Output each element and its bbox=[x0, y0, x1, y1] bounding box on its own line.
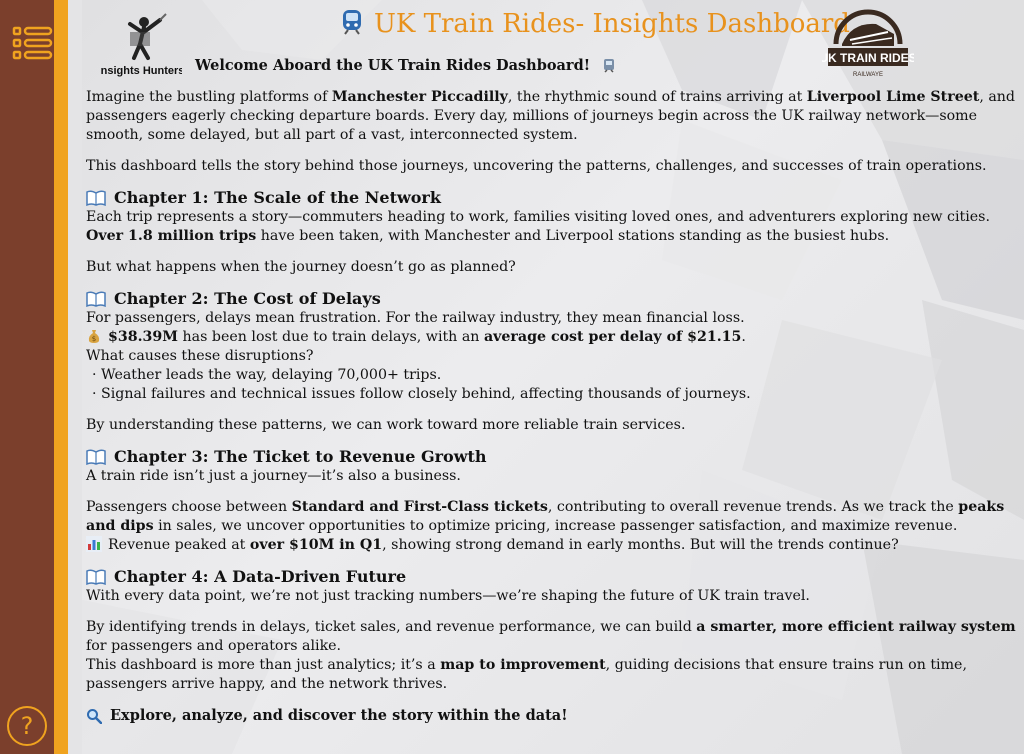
chapter-2-conclusion: By understanding these patterns, we can work toward more reliable train services. bbox=[86, 417, 686, 433]
intro-summary: This dashboard tells the story behind those journeys, uncovering the patterns, challenges, and successes of train operations. bbox=[86, 158, 987, 174]
title-text: UK Train Rides- Insights Dashboard bbox=[374, 9, 850, 39]
insights-hunters-logo bbox=[100, 10, 182, 80]
welcome-heading: Welcome Aboard the UK Train Rides Dashboard! bbox=[195, 57, 623, 74]
cause-bullet-weather: · Weather leads the way, delaying 70,000+ trips. bbox=[92, 367, 442, 383]
help-button[interactable]: ? bbox=[7, 706, 47, 746]
chapter-3-body: Passengers choose between Standard and First-Class tickets, contributing to overall revenue trends. As we track the peaks and dips in sales, we uncover opportunities to optimize pricing, increase passenger satisfaction, and maximize revenue. bbox=[86, 499, 1005, 534]
svg-text:UK TRAIN RIDES: UK TRAIN RIDES bbox=[822, 51, 914, 65]
svg-text:$: $ bbox=[91, 335, 97, 343]
cause-bullet-signal: · Signal failures and technical issues follow closely behind, affecting thousands of journeys. bbox=[92, 386, 751, 402]
chapter-3-revenue: Revenue peaked at over $10M in Q1, showing strong demand in early months. But will the trends continue? bbox=[86, 536, 1022, 555]
chapter-1-heading: Chapter 1: The Scale of the Network bbox=[86, 188, 1022, 208]
story-content bbox=[86, 88, 1022, 725]
svg-text:Insights Hunters: Insights Hunters bbox=[100, 65, 182, 77]
chapter-4-intro: With every data point, we’re not just tracking numbers—we’re shaping the future of UK train travel. bbox=[86, 588, 810, 604]
open-book-icon bbox=[86, 291, 106, 307]
menu-list-icon[interactable] bbox=[12, 26, 54, 62]
chapter-4-heading: Chapter 4: A Data-Driven Future bbox=[86, 567, 1022, 587]
chapter-1-body: Each trip represents a story—commuters heading to work, families visiting loved ones, and adventurers exploring new cities. Over 1.8 million trips have been taken, with Manchester and Liverpool stations standing as the busiest hubs. bbox=[86, 209, 990, 244]
chapter-3-intro: A train ride isn’t just a journey—it’s also a business. bbox=[86, 468, 461, 484]
train-icon bbox=[340, 8, 364, 36]
tram-icon bbox=[601, 57, 617, 73]
chapter-4-conclusion: This dashboard is more than just analytics; it’s a map to improvement, guiding decisions that ensure trains run on time, passengers arrive happy, and the network thrives. bbox=[86, 657, 967, 692]
svg-text:RAILWAYE: RAILWAYE bbox=[853, 72, 883, 78]
chapter-3-heading: Chapter 3: The Ticket to Revenue Growth bbox=[86, 447, 1022, 467]
open-book-icon bbox=[86, 569, 106, 585]
intro-paragraph: Imagine the bustling platforms of Manchester Piccadilly, the rhythmic sound of trains arriving at Liverpool Lime Street, and passengers eagerly checking departure boards. Every day, millions of journeys begin across the UK railway network—some smooth, some delayed, but all part of a vast, interconnected system. bbox=[86, 89, 1016, 143]
open-book-icon bbox=[86, 449, 106, 465]
open-book-icon bbox=[86, 190, 106, 206]
chapter-2-body: For passengers, delays mean frustration. For the railway industry, they mean financial loss. bbox=[86, 310, 745, 326]
bar-chart-icon bbox=[86, 536, 102, 552]
closing-call-to-action: Explore, analyze, and discover the story within the data! bbox=[86, 706, 1022, 725]
chapter-1-question: But what happens when the journey doesn’t go as planned? bbox=[86, 259, 516, 275]
chapter-4-body: By identifying trends in delays, ticket sales, and revenue performance, we can build a smarter, more efficient railway system for passengers and operators alike. bbox=[86, 619, 1016, 654]
uk-train-rides-logo bbox=[822, 4, 914, 82]
chapter-2-loss: $ $38.39M has been lost due to train delays, with an average cost per delay of $21.15. bbox=[86, 328, 1022, 347]
money-bag-icon bbox=[86, 328, 102, 344]
chapter-2-heading: Chapter 2: The Cost of Delays bbox=[86, 289, 1022, 309]
page-title bbox=[340, 8, 850, 39]
magnifier-icon bbox=[86, 708, 102, 724]
chapter-2-question: What causes these disruptions? bbox=[86, 348, 314, 364]
